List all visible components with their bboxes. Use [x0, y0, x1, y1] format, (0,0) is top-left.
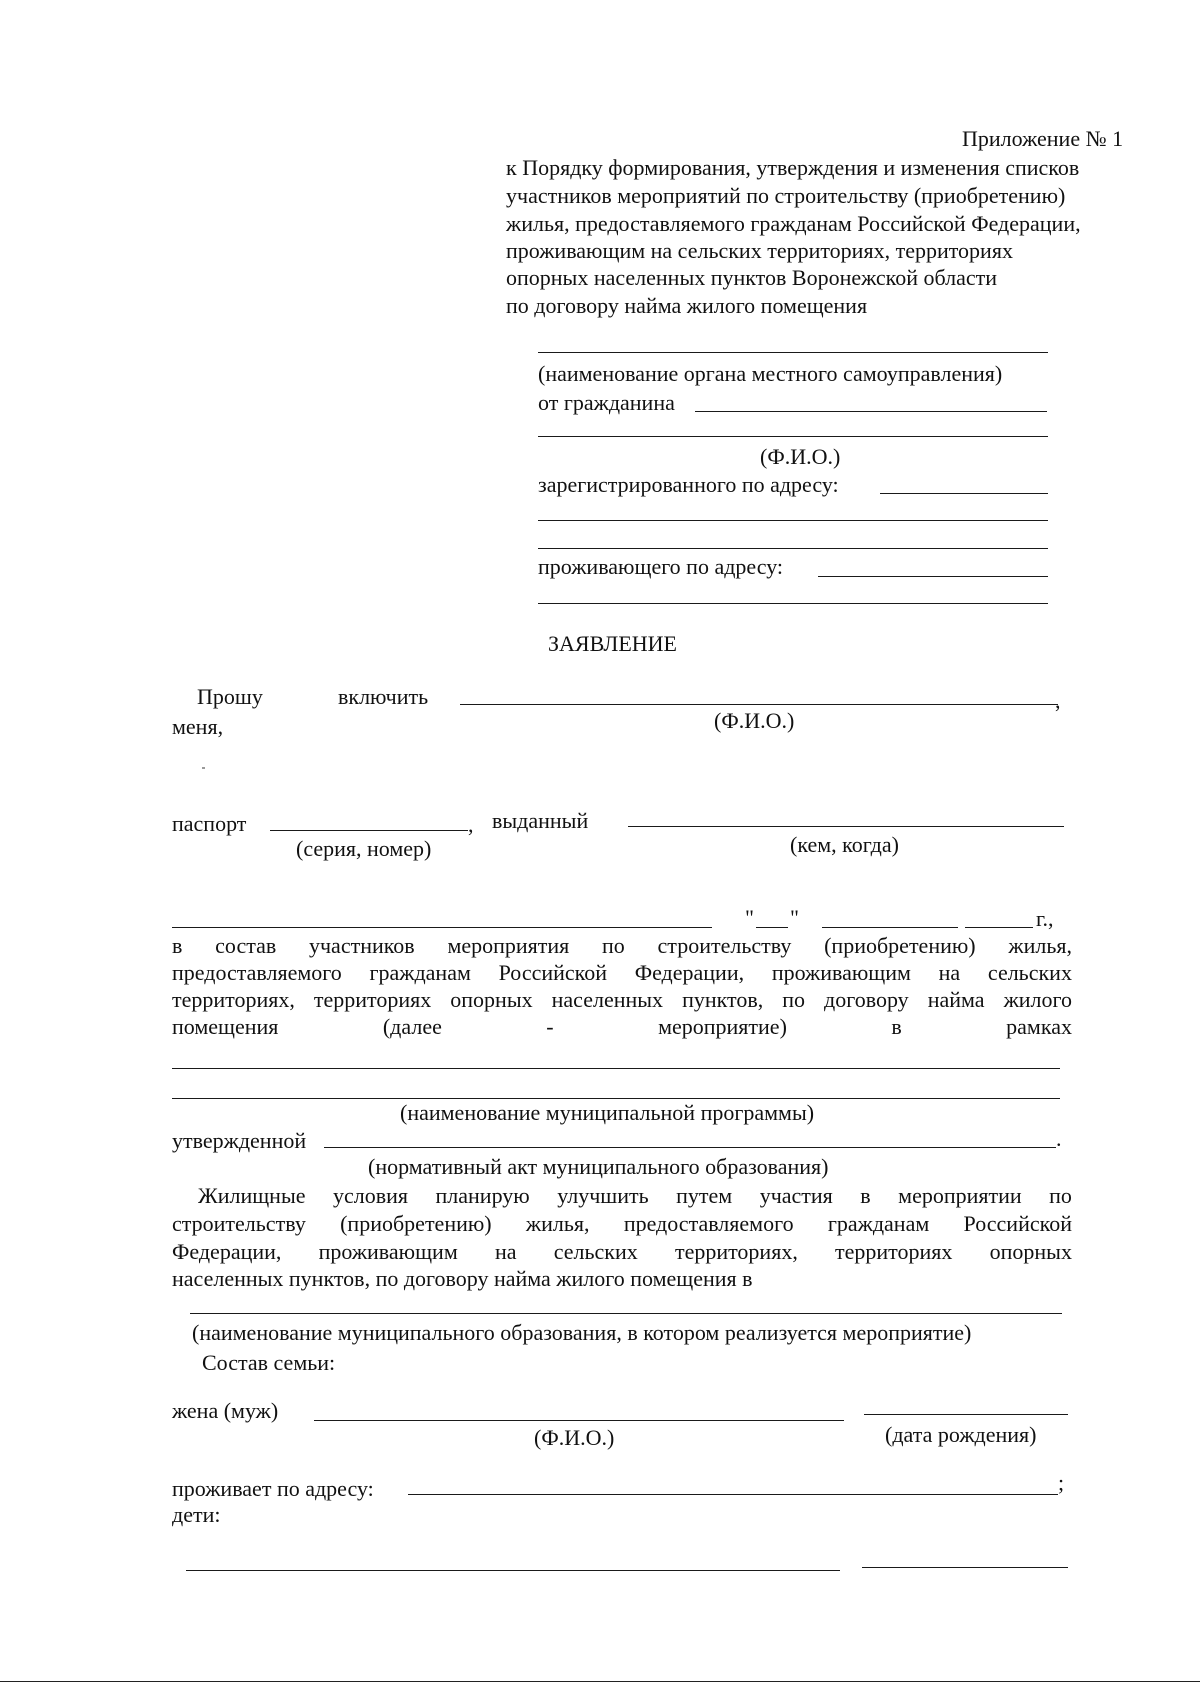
children-label: дети: — [172, 1502, 221, 1527]
living-address-label: проживающего по адресу: — [538, 554, 784, 579]
spouse-birthdate-field[interactable] — [864, 1414, 1068, 1415]
applicant-name-field[interactable] — [460, 704, 1058, 705]
date-month-field[interactable] — [822, 927, 958, 928]
registered-address-field-2[interactable] — [538, 520, 1048, 521]
date-day-field[interactable] — [756, 927, 788, 928]
scan-speck — [202, 767, 205, 769]
date-year-field[interactable] — [965, 927, 1033, 928]
program-name-field-2[interactable] — [172, 1098, 1060, 1099]
date-quote-close: " — [790, 905, 799, 930]
request-word-vklyuchit: включить — [338, 684, 429, 709]
body2-line-3: Федерации, проживающим на сельских территориях, территориях опорных — [172, 1239, 1072, 1264]
normative-act-field[interactable] — [324, 1147, 1056, 1148]
spouse-address-label: проживает по адресу: — [172, 1476, 374, 1501]
header-line: по договору найма жилого помещения — [506, 293, 868, 318]
passport-number-field[interactable] — [270, 830, 468, 831]
header-line: опорных населенных пунктов Воронежской области — [506, 265, 998, 290]
approved-period: . — [1056, 1126, 1062, 1151]
child-name-field[interactable] — [186, 1570, 840, 1571]
date-quote-open: " — [745, 905, 754, 930]
header-line: проживающим на сельских территориях, территориях — [506, 238, 1013, 263]
passport-comma: , — [468, 812, 474, 837]
passport-label: паспорт — [172, 811, 247, 836]
body1-line-2: предоставляемого гражданам Российской Федерации, проживающим на сельских — [172, 960, 1072, 985]
header-line: к Порядку формирования, утверждения и изменения списков — [506, 155, 1080, 180]
body2-line-1: Жилищные условия планирую улучшить путем участия в мероприятии по — [198, 1183, 1072, 1208]
program-name-field[interactable] — [172, 1068, 1060, 1069]
passport-issuer-caption: (кем, когда) — [790, 832, 899, 857]
body1-line-4: помещения (далее - мероприятие) в рамках — [172, 1014, 1072, 1039]
spouse-birthdate-caption: (дата рождения) — [885, 1422, 1037, 1447]
authority-name-caption: (наименование органа местного самоуправления) — [538, 361, 1003, 386]
family-heading: Состав семьи: — [202, 1350, 336, 1375]
date-year-suffix: г., — [1036, 906, 1054, 931]
request-word-prosu: Прошу — [197, 684, 263, 709]
appendix-title: Приложение № 1 — [962, 126, 1124, 151]
body2-line-2: строительству (приобретению) жилья, предоставляемого гражданам Российской — [172, 1211, 1072, 1236]
registered-address-field[interactable] — [880, 493, 1048, 494]
document-title: ЗАЯВЛЕНИЕ — [548, 631, 677, 656]
request-word-menya: меня, — [172, 714, 224, 739]
body2-line-4: населенных пунктов, по договору найма жилого помещения в — [172, 1266, 753, 1291]
living-address-field-2[interactable] — [538, 603, 1048, 604]
passport-series-caption: (серия, номер) — [296, 836, 432, 861]
municipality-name-field[interactable] — [190, 1313, 1062, 1314]
living-address-field[interactable] — [818, 576, 1048, 577]
spouse-label: жена (муж) — [172, 1398, 279, 1423]
request-comma: , — [1055, 688, 1061, 713]
municipality-name-caption: (наименование муниципального образования, в котором реализуется мероприятие) — [192, 1320, 972, 1345]
normative-act-caption: (нормативный акт муниципального образования) — [368, 1154, 829, 1179]
applicant-fio-caption: (Ф.И.О.) — [714, 708, 795, 733]
passport-issued-label: выданный — [492, 808, 589, 833]
spouse-address-field[interactable] — [408, 1494, 1058, 1495]
spouse-address-semicolon: ; — [1058, 1470, 1065, 1495]
header-line: участников мероприятий по строительству (приобретению) — [506, 183, 1066, 208]
citizen-name-field-2[interactable] — [538, 436, 1048, 437]
body1-line-3: территориях, территориях опорных населенных пунктов, по договору найма жилого — [172, 987, 1072, 1012]
issued-by-continuation-field[interactable] — [172, 927, 712, 928]
citizen-fio-caption: (Ф.И.О.) — [760, 444, 841, 469]
authority-name-field[interactable] — [538, 352, 1048, 353]
spouse-fio-caption: (Ф.И.О.) — [534, 1425, 615, 1450]
program-name-caption: (наименование муниципальной программы) — [400, 1100, 815, 1125]
body1-line-1: в состав участников мероприятия по строительству (приобретению) жилья, — [172, 933, 1072, 958]
from-citizen-label: от гражданина — [538, 390, 675, 415]
header-line: жилья, предоставляемого гражданам Российской Федерации, — [506, 211, 1081, 236]
passport-issued-field[interactable] — [628, 826, 1064, 827]
child-birthdate-field[interactable] — [862, 1567, 1068, 1568]
page-bottom-edge — [0, 1681, 1200, 1682]
approved-label: утвержденной — [172, 1128, 307, 1153]
registered-address-label: зарегистрированного по адресу: — [538, 472, 839, 497]
registered-address-field-3[interactable] — [538, 548, 1048, 549]
citizen-name-field[interactable] — [695, 411, 1047, 412]
spouse-name-field[interactable] — [314, 1420, 844, 1421]
